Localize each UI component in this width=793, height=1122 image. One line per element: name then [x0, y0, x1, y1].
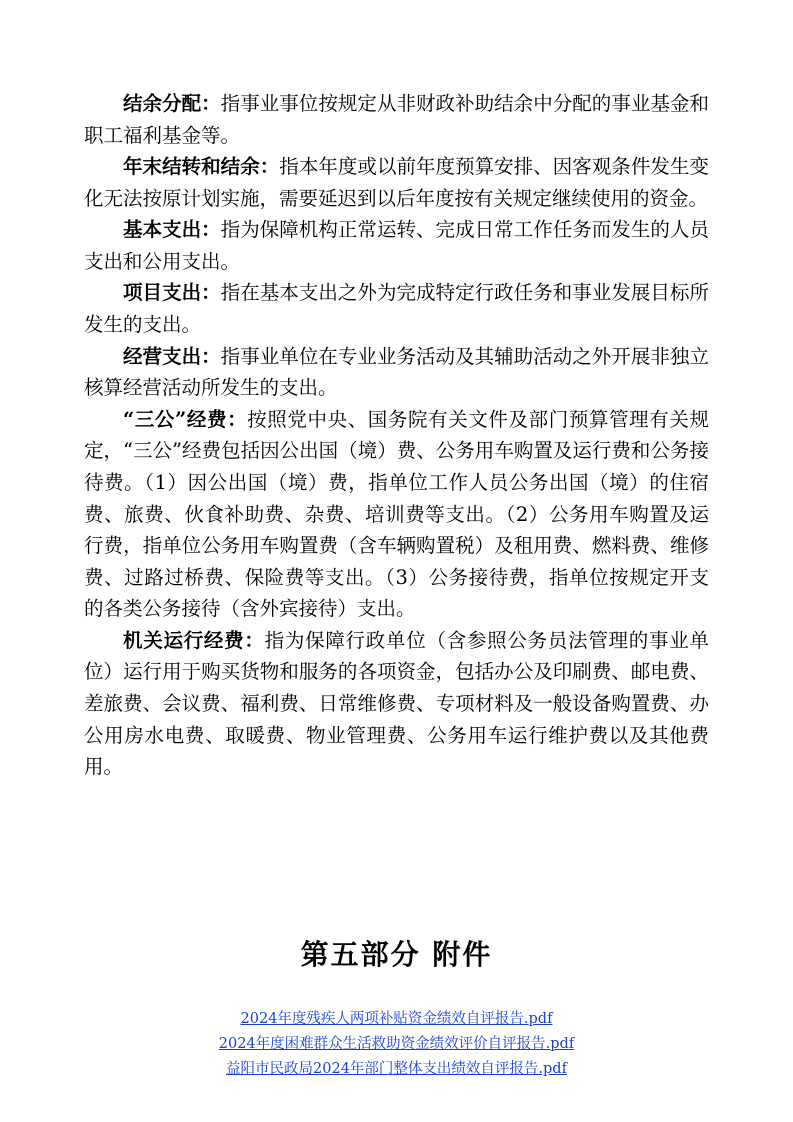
- paragraph: [84, 277, 709, 340]
- paragraph: [84, 341, 709, 404]
- paragraph: [84, 88, 709, 151]
- term-label: “三公”经费：: [123, 407, 248, 431]
- term-definition: 指本年度或以前年度预算安排、因客观条件发生变化无法按原计划实施，需要延迟到以后年度按有关规定继续使用的资金。: [84, 155, 709, 210]
- term-definition: 指为保障行政单位（含参照公务员法管理的事业单位）运行用于购买货物和服务的各项资金，包括办公及印刷费、邮电费、差旅费、会议费、福利费、日常维修费、专项材料及一般设备购置费、办公用房水电费、取暖费、物业管理费、公务用车运行维护费以及其他费用。: [84, 628, 709, 779]
- term-definition: 指事业单位在专业业务活动及其辅助活动之外开展非独立核算经营活动所发生的支出。: [84, 344, 709, 400]
- paragraph: [84, 214, 709, 277]
- attachment-list: [84, 1007, 709, 1083]
- term-label: 项目支出：: [123, 281, 221, 305]
- term-label: 经营支出：: [123, 344, 221, 368]
- term-label: 机关运行经费：: [123, 628, 265, 652]
- document-body: [84, 88, 709, 783]
- paragraph: [84, 151, 709, 214]
- attachment-link[interactable]: 2024年度困难群众生活救助资金绩效评价自评报告.pdf: [218, 1036, 575, 1053]
- term-definition: 指在基本支出之外为完成特定行政任务和事业发展目标所发生的支出。: [84, 281, 709, 337]
- term-definition: 按照党中央、国务院有关文件及部门预算管理有关规定，“三公”经费包括因公出国（境）费、公务用车购置及运行费和公务接待费。（1）因公出国（境）费，指单位工作人员公务出国（境）的住宿费、旅费、伙食补助费、杂费、培训费等支出。（2）公务用车购置及运行费，指单位公务用车购置费（含车辆购置税）及租用费、燃料费、维修费、过路过桥费、保险费等支出。（3）公务接待费，指单位按规定开支的各类公务接待（含外宾接待）支出。: [84, 407, 709, 621]
- term-definition: 指为保障机构正常运转、完成日常工作任务而发生的人员支出和公用支出。: [84, 218, 709, 273]
- attachment-link[interactable]: 2024年度残疾人两项补贴资金绩效自评报告.pdf: [240, 1010, 553, 1027]
- term-definition: 指事业事位按规定从非财政补助结余中分配的事业基金和职工福利基金等。: [84, 92, 709, 147]
- term-label: 结余分配：: [123, 92, 221, 115]
- term-label: 年末结转和结余：: [123, 155, 280, 179]
- attachment-link[interactable]: 益阳市民政局2024年部门整体支出绩效自评报告.pdf: [226, 1061, 567, 1078]
- term-label: 基本支出：: [123, 218, 221, 242]
- paragraph: [84, 625, 709, 783]
- section-title: 第五部分 附件: [300, 937, 493, 971]
- paragraph: [84, 404, 709, 625]
